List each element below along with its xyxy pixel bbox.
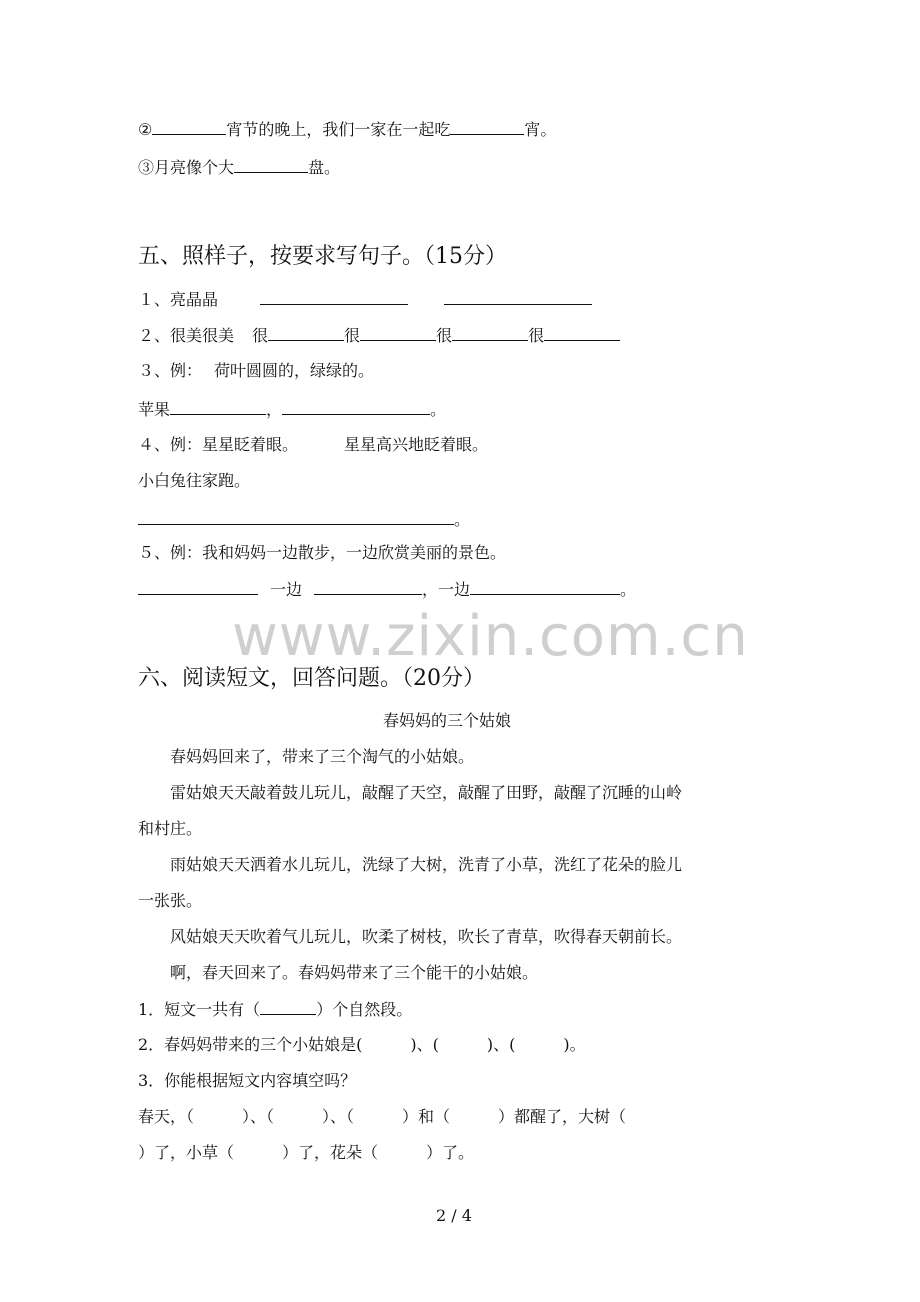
item-text: 宵。 xyxy=(524,120,557,139)
passage-paragraph-4: 风姑娘天天吹着气儿玩儿，吹柔了树枝，吹长了青草，吹得春天朝前长。 xyxy=(170,927,683,946)
example-sentence: 荷叶圆圆的，绿绿的。 xyxy=(214,361,375,380)
answer-blank[interactable] xyxy=(470,578,620,595)
item-marker: ② xyxy=(138,120,153,139)
connector-word: 一边 xyxy=(270,580,303,599)
question-6-3-line-2: ）了，小草（ ）了，花朵（ ）了。 xyxy=(138,1143,475,1162)
question-6-2: 2．春妈妈带来的三个小姑娘是( )、( )、( )。 xyxy=(138,1035,586,1054)
question-5-1 xyxy=(138,288,592,311)
item-text: 宵节的晚上，我们一家在一起吃 xyxy=(226,120,451,139)
passage-paragraph-3-cont: 一张张。 xyxy=(138,891,203,910)
question-label: ３、例： xyxy=(138,361,203,380)
answer-blank[interactable] xyxy=(452,324,528,341)
question-5-5: ５、例：我和妈妈一边散步，一边欣赏美丽的景色。 xyxy=(138,543,507,562)
question-6-1 xyxy=(138,998,412,1021)
punctuation: 。 xyxy=(430,400,447,419)
section-6-title: 六、阅读短文，回答问题。（20分） xyxy=(138,666,485,691)
word-hen: 很 xyxy=(528,326,545,345)
answer-blank[interactable] xyxy=(260,288,408,305)
question-label: １、亮晶晶 xyxy=(138,290,219,309)
passage-paragraph-2-cont: 和村庄。 xyxy=(138,819,203,838)
punctuation: 。 xyxy=(454,510,471,529)
passage-paragraph-3: 雨姑娘天天洒着水儿玩儿，洗绿了大树，洗青了小草，洗红了花朵的脸儿 xyxy=(170,855,683,874)
question-label: ４、例：星星眨着眼。 xyxy=(138,435,299,454)
fill-item-3 xyxy=(138,156,340,179)
question-label: ２、很美很美 xyxy=(138,326,235,345)
answer-blank[interactable] xyxy=(544,324,620,341)
answer-5-5 xyxy=(138,578,636,601)
punctuation: ， xyxy=(266,400,283,419)
punctuation: 。 xyxy=(620,580,637,599)
answer-blank[interactable] xyxy=(314,578,422,595)
answer-lead: 苹果 xyxy=(138,400,171,419)
word-hen: 很 xyxy=(344,326,361,345)
answer-blank[interactable] xyxy=(268,324,344,341)
word-hen: 很 xyxy=(436,326,453,345)
word-hen: 很 xyxy=(252,326,269,345)
answer-blank[interactable] xyxy=(170,398,266,415)
question-text: 1．短文一共有（ xyxy=(138,1000,261,1019)
answer-blank[interactable] xyxy=(152,118,226,135)
question-5-4-prompt: 小白兔往家跑。 xyxy=(138,471,251,490)
passage-title: 春妈妈的三个姑娘 xyxy=(383,711,512,730)
watermark: www.zixin.com.cn xyxy=(232,604,749,669)
answer-blank[interactable] xyxy=(444,288,592,305)
passage-paragraph-2: 雷姑娘天天敲着鼓儿玩儿，敲醒了天空，敲醒了田野，敲醒了沉睡的山岭 xyxy=(170,783,683,802)
example-sentence: 星星高兴地眨着眼。 xyxy=(344,435,489,454)
question-6-3-line-1: 春天，（ ）、（ ）、（ ）和（ ）都醒了，大树（ xyxy=(138,1107,627,1126)
section-5-title: 五、照样子，按要求写句子。（15分） xyxy=(138,244,507,269)
item-text: 盘。 xyxy=(308,158,341,177)
connector-word: ，一边 xyxy=(422,580,471,599)
fill-item-2 xyxy=(138,118,556,141)
answer-blank[interactable] xyxy=(360,324,436,341)
question-text: ）个自然段。 xyxy=(316,1000,413,1019)
question-5-4 xyxy=(138,434,488,456)
answer-blank[interactable] xyxy=(234,156,308,173)
question-5-2 xyxy=(138,324,620,347)
answer-blank[interactable] xyxy=(260,998,316,1015)
page-number: 2 / 4 xyxy=(436,1206,472,1225)
item-text: ③月亮像个大 xyxy=(138,158,235,177)
question-5-3 xyxy=(138,360,374,382)
answer-blank[interactable] xyxy=(450,118,524,135)
answer-5-4 xyxy=(138,508,470,531)
answer-5-3 xyxy=(138,398,446,421)
passage-paragraph-5: 啊，春天回来了。春妈妈带来了三个能干的小姑娘。 xyxy=(170,963,539,982)
passage-paragraph-1: 春妈妈回来了，带来了三个淘气的小姑娘。 xyxy=(170,747,475,766)
answer-blank[interactable] xyxy=(282,398,430,415)
answer-blank[interactable] xyxy=(138,578,258,595)
answer-blank[interactable] xyxy=(138,508,454,525)
question-6-3: 3．你能根据短文内容填空吗？ xyxy=(138,1071,357,1090)
